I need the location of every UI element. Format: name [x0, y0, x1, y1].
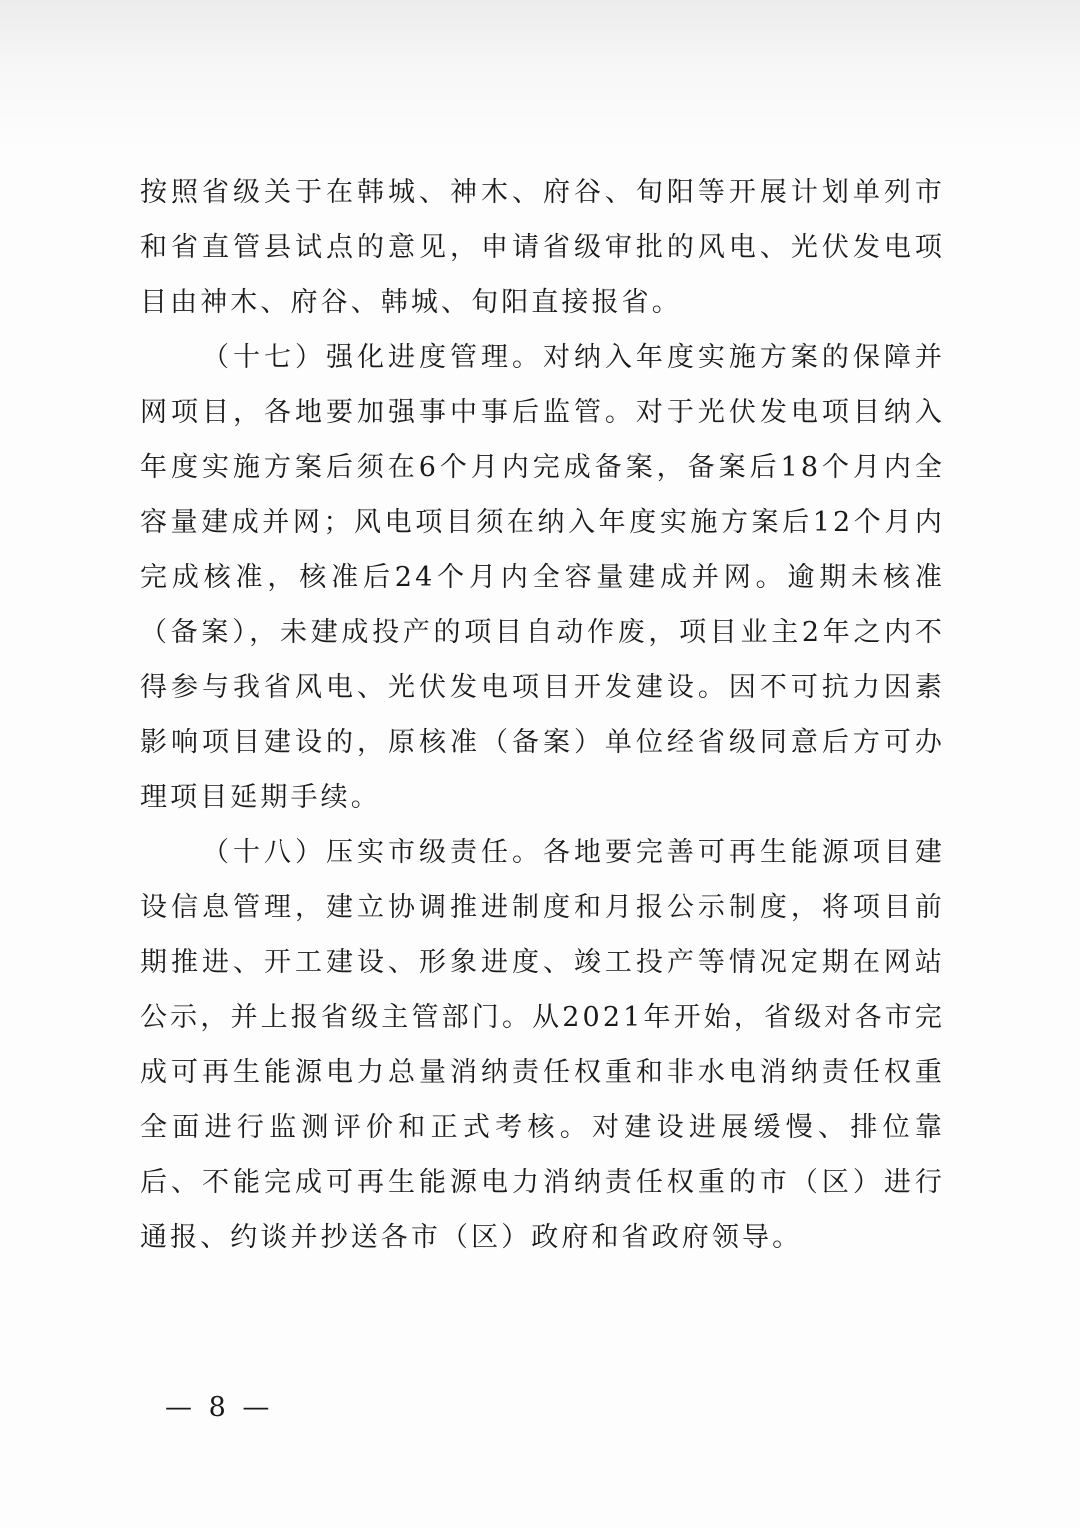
document-body — [140, 165, 945, 1265]
scan-shadow — [0, 0, 1080, 150]
paragraph-section-18: （十八）压实市级责任。各地要完善可再生能源项目建设信息管理，建立协调推进制度和月报公示制度，将项目前期推进、开工建设、形象进度、竣工投产等情况定期在网站公示，并上报省级主管部门。从2021年开始，省级对各市完成可再生能源电力总量消纳责任权重和非水电消纳责任权重全面进行监测评价和正式考核。对建设进展缓慢、排位靠后、不能完成可再生能源电力消纳责任权重的市（区）进行通报、约谈并抄送各市（区）政府和省政府领导。 — [140, 837, 945, 1253]
paragraph-section-17: （十七）强化进度管理。对纳入年度实施方案的保障并网项目，各地要加强事中事后监管。对于光伏发电项目纳入年度实施方案后须在6个月内完成备案，备案后18个月内全容量建成并网；风电项目须在纳入年度实施方案后12个月内完成核准，核准后24个月内全容量建成并网。逾期未核准（备案），未建成投产的项目自动作废，项目业主2年之内不得参与我省风电、光伏发电项目开发建设。因不可抗力因素影响项目建设的，原核准（备案）单位经省级同意后方可办理项目延期手续。 — [140, 342, 945, 813]
page-number: — 8 — — [165, 1392, 274, 1423]
paragraph-continuation: 按照省级关于在韩城、神木、府谷、旬阳等开展计划单列市和省直管县试点的意见，申请省级审批的风电、光伏发电项目由神木、府谷、韩城、旬阳直接报省。 — [140, 177, 945, 318]
